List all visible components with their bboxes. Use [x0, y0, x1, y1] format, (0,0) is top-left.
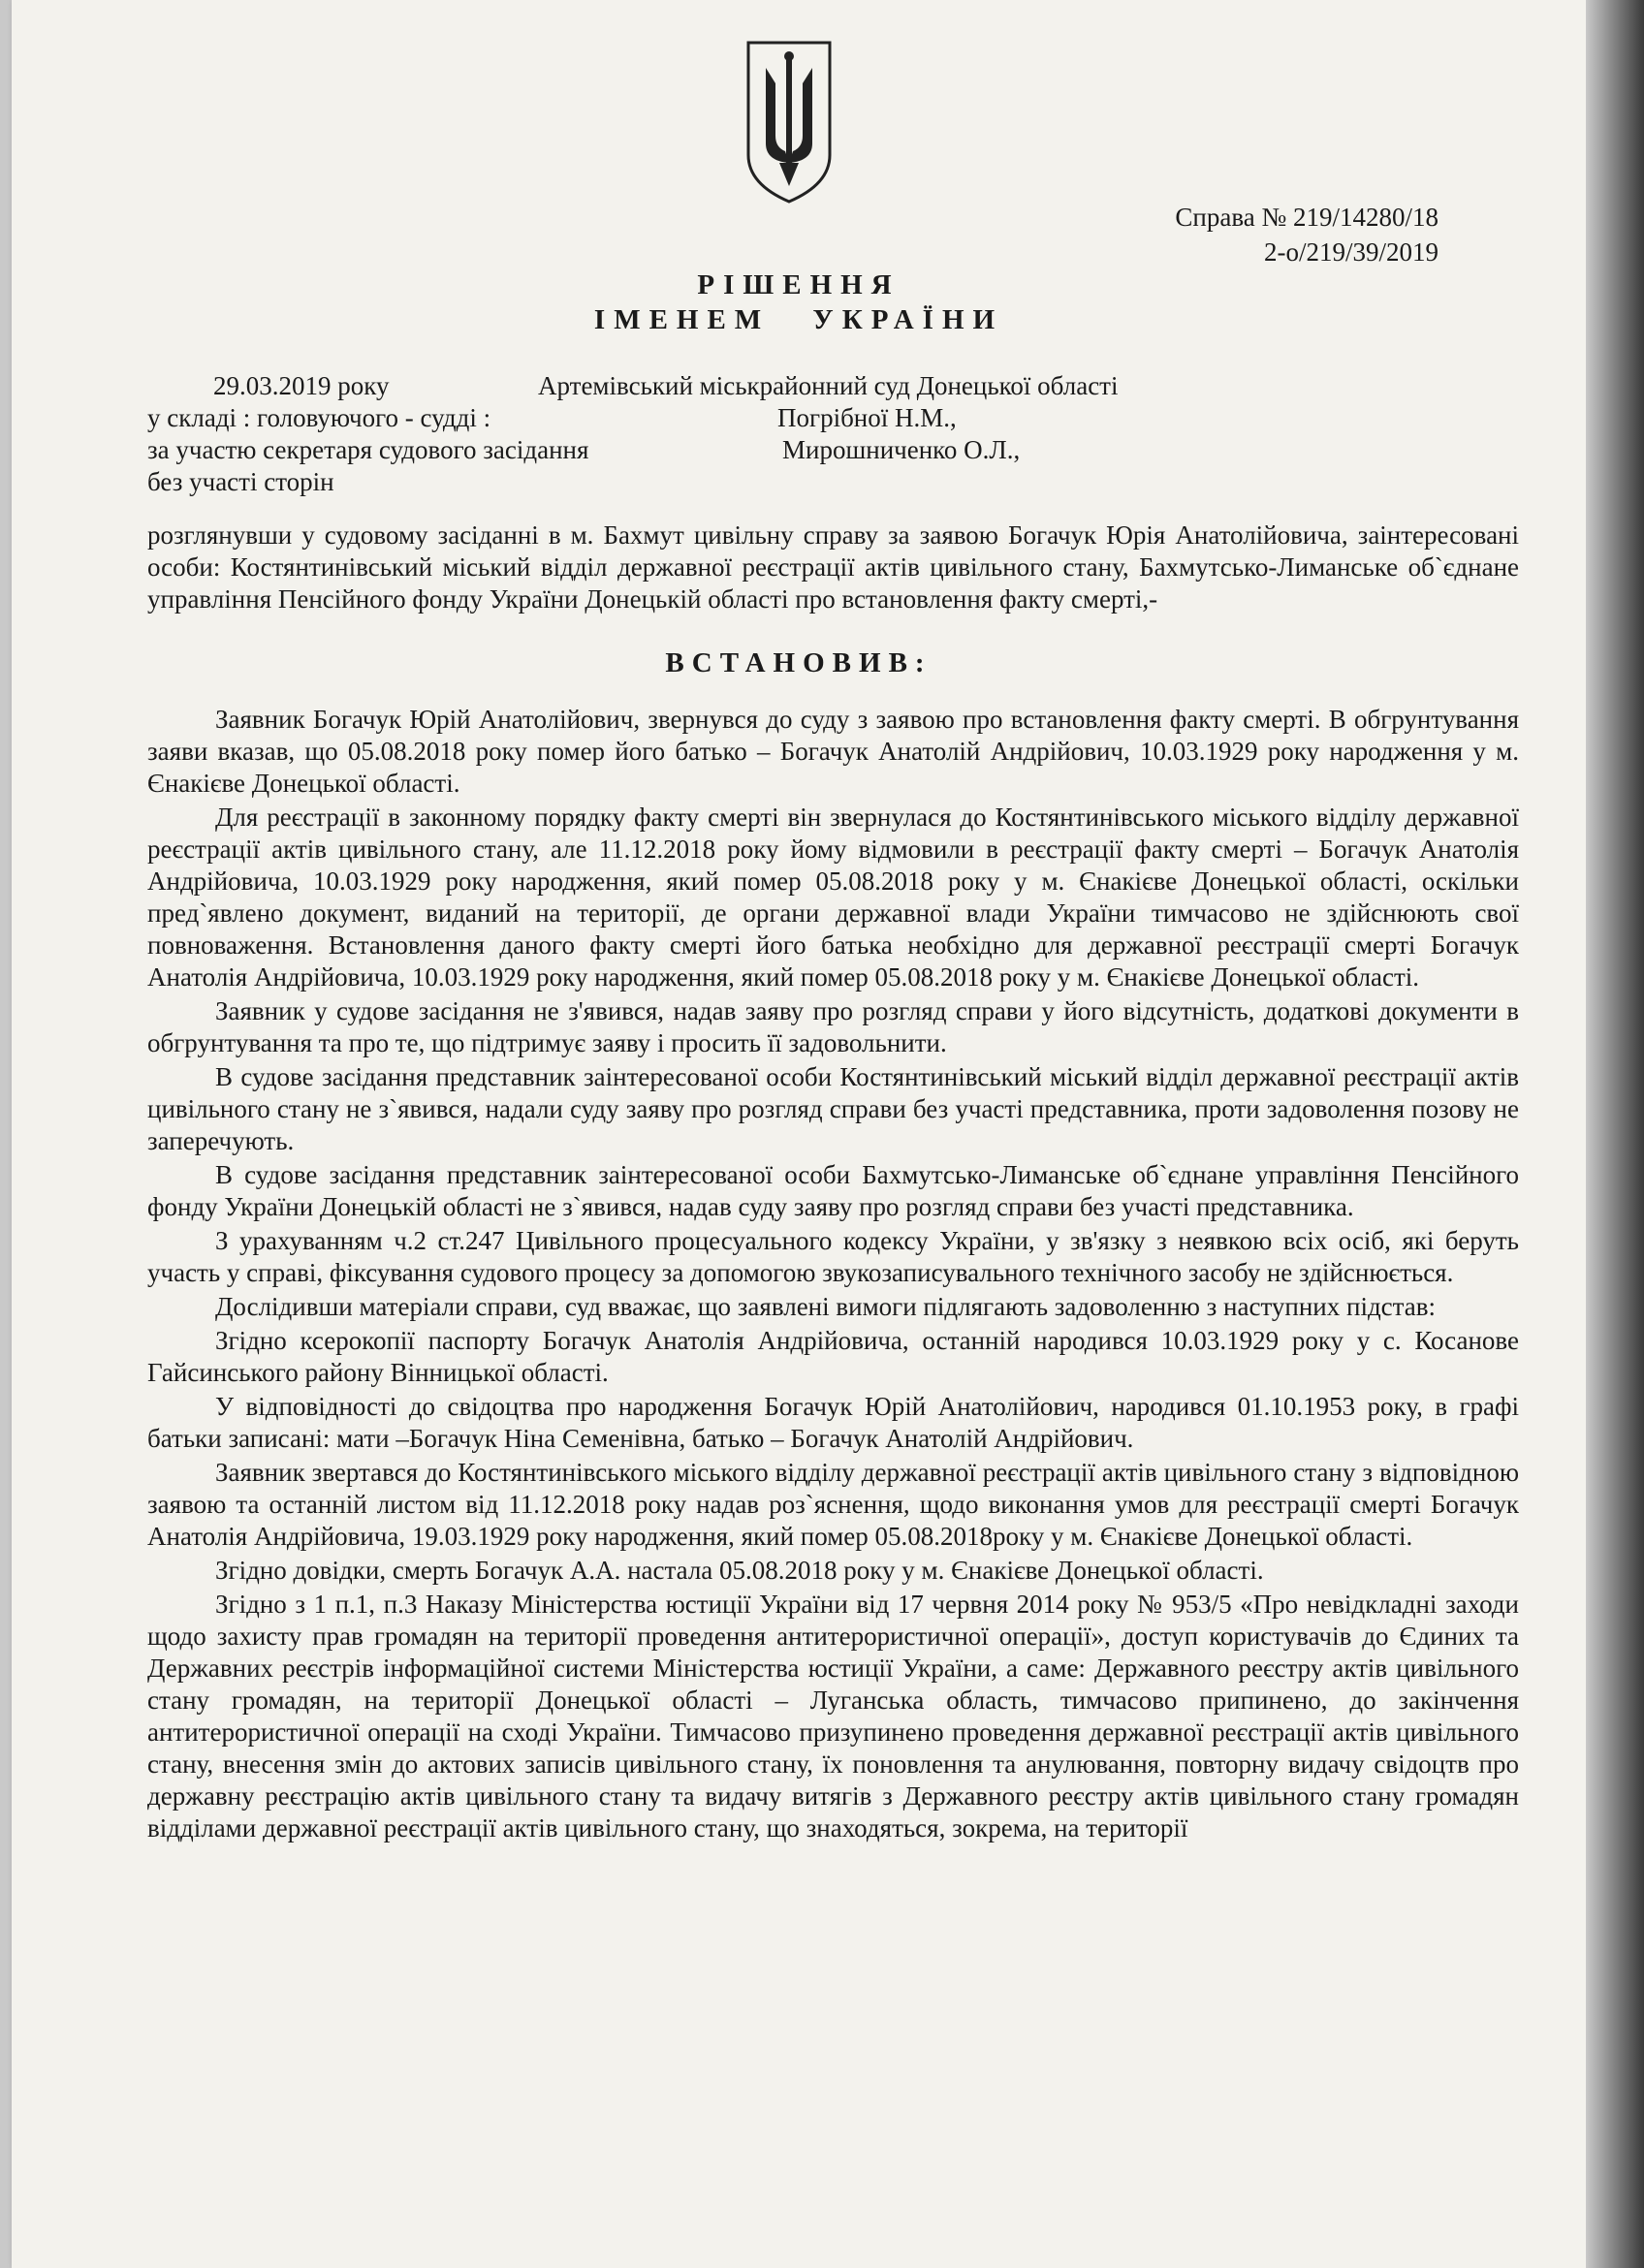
coat-of-arms-icon — [744, 39, 834, 205]
case-number: Справа № 219/14280/18 — [1175, 203, 1438, 232]
paragraph: Дослідивши матеріали справи, суд вважає, що заявлені вимоги підлягають задоволенню з наступних підстав: — [215, 1292, 1437, 1321]
document-subtitle: ІМЕНЕМ УКРАЇНИ — [593, 304, 1004, 335]
paragraph: Заявник звертався до Костянтинівського міського відділу державної реєстрації актів цивільного стану з відповідною заявою та останній листом від 11.12.2018 року надав роз`яснення, щодо виконання умов для реєстрації смерті Богачук Анатолія Андрійовича, 19.03.1929 року народження, який помер 05.08.2018року у м. Єнакієве Донецької області. — [147, 1458, 1519, 1551]
paragraph: В судове засідання представник заінтересованої особи Костянтинівський міський відділ державної реєстрації актів цивільного стану не з`явився, надали суду заяву про розгляд справи без участі представника, проти задоволення позову не заперечують. — [147, 1062, 1519, 1155]
court-name: Артемівський міськрайонний суд Донецької області — [538, 371, 1119, 400]
paragraph: У відповідності до свідоцтва про народження Богачук Юрій Анатолійович, народився 01.10.1953 року, в графі батьки записані: мати –Богачук Ніна Семенівна, батько – Богачук Анатолій Андрійович. — [147, 1392, 1519, 1453]
paragraph: Згідно з 1 п.1, п.3 Наказу Міністерства юстиції України від 17 червня 2014 року № 953/5 «Про невідкладні заходи щодо захисту прав громадян на території проведення антитерористичної операції», доступ користувачів до Єдиних та Державних реєстрів інформаційної системи Міністерства юстиції України, а саме: Державного реєстру актів цивільного стану громадян, на території Донецької області – Луганська область, тимчасово припинено, до закінчення антитерористичної операції на сході України. Тимчасово призупинено проведення державної реєстрації актів цивільного стану, внесення змін до актових записів цивільного стану, їх поновлення та анулювання, повторну видачу свідоцтв про державну реєстрацію актів цивільного стану та видачу витягів з Державного реєстру актів цивільного стану громадян відділами державної реєстрації актів цивільного стану, що знаходяться, зокрема, на території — [147, 1590, 1519, 1843]
paragraph: Згідно ксерокопії паспорту Богачук Анатолія Андрійовича, останній народився 10.03.1929 року у с. Косанове Гайсинського району Вінницької області. — [147, 1326, 1519, 1387]
paragraph: Для реєстрації в законному порядку факту смерті він звернулася до Костянтинівського міського відділу державної реєстрації актів цивільного стану, але 11.12.2018 року йому відмовили в реєстрації факту смерті – Богачук Анатолія Андрійовича, 10.03.1929 року народження, який помер 05.08.2018 року у м. Єнакієве Донецької області, оскільки пред`явлено документ, виданий на території, де органи державної влади України тимчасово не здійснюють свої повноваження. Встановлення даного факту смерті його батька необхідно для державної реєстрації смерті Богачук Анатолія Андрійовича, 10.03.1929 року народження, який помер 05.08.2018 року у м. Єнакієве Донецької області. — [147, 803, 1519, 992]
decision-date: 29.03.2019 року — [213, 371, 390, 400]
paragraph: В судове засідання представник заінтересованої особи Бахмутсько-Лиманське об`єднане управління Пенсійного фонду України Донецькій області не з`явився, надав суду заяву про розгляд справи без участі представника. — [147, 1160, 1519, 1221]
paragraph: Заявник у судове засідання не з'явився, надав заяву про розгляд справи у його відсутність, додаткові документи в обгрунтування та про те, що підтримує заяву і просить її задовольнити. — [147, 996, 1519, 1057]
proceeding-number: 2-о/219/39/2019 — [1264, 237, 1438, 267]
paragraph: З урахуванням ч.2 ст.247 Цивільного процесуального кодексу України, у зв'язку з неявкою всіх осіб, які беруть участь у справі, фіксування судового процесу за допомогою звукозаписувального технічного засобу не здійснюється. — [147, 1226, 1519, 1287]
case-number-block — [954, 200, 1438, 269]
composition-label: у складі : головуючого - судді : — [147, 403, 491, 432]
secretary-label: за участю секретаря судового засідання — [147, 435, 589, 464]
section-heading: ВСТАНОВИВ: — [665, 647, 933, 678]
paragraph: Заявник Богачук Юрій Анатолійович, звернувся до суду з заявою про встановлення факту смерті. В обгрунтування заяви вказав, що 05.08.2018 року помер його батько – Богачук Анатолій Андрійович, 10.03.1929 року народження у м. Єнакієве Донецької області. — [147, 705, 1519, 798]
paragraph: Згідно довідки, смерть Богачук А.А. настала 05.08.2018 року у м. Єнакієве Донецької області. — [215, 1556, 1264, 1585]
parties-note: без участі сторін — [147, 467, 334, 496]
document-body — [147, 704, 1519, 1846]
document-page — [12, 0, 1586, 2268]
document-title: РІШЕННЯ — [697, 269, 901, 300]
secretary-name: Мирошниченко О.Л., — [782, 435, 1021, 464]
intro-text: розглянувши у судовому засіданні в м. Бахмут цивільну справу за заявою Богачук Юрія Анатолійовича, заінтересовані особи: Костянтинівський міський відділ державної реєстрації актів цивільного стану, Бахмутсько-Лиманське об`єднане управління Пенсійного фонду України Донецькій області про встановлення факту смерті,- — [147, 520, 1519, 614]
intro-block — [147, 370, 1524, 498]
scan-edge — [1586, 0, 1644, 2268]
judge-name: Погрібної Н.М., — [777, 403, 957, 432]
